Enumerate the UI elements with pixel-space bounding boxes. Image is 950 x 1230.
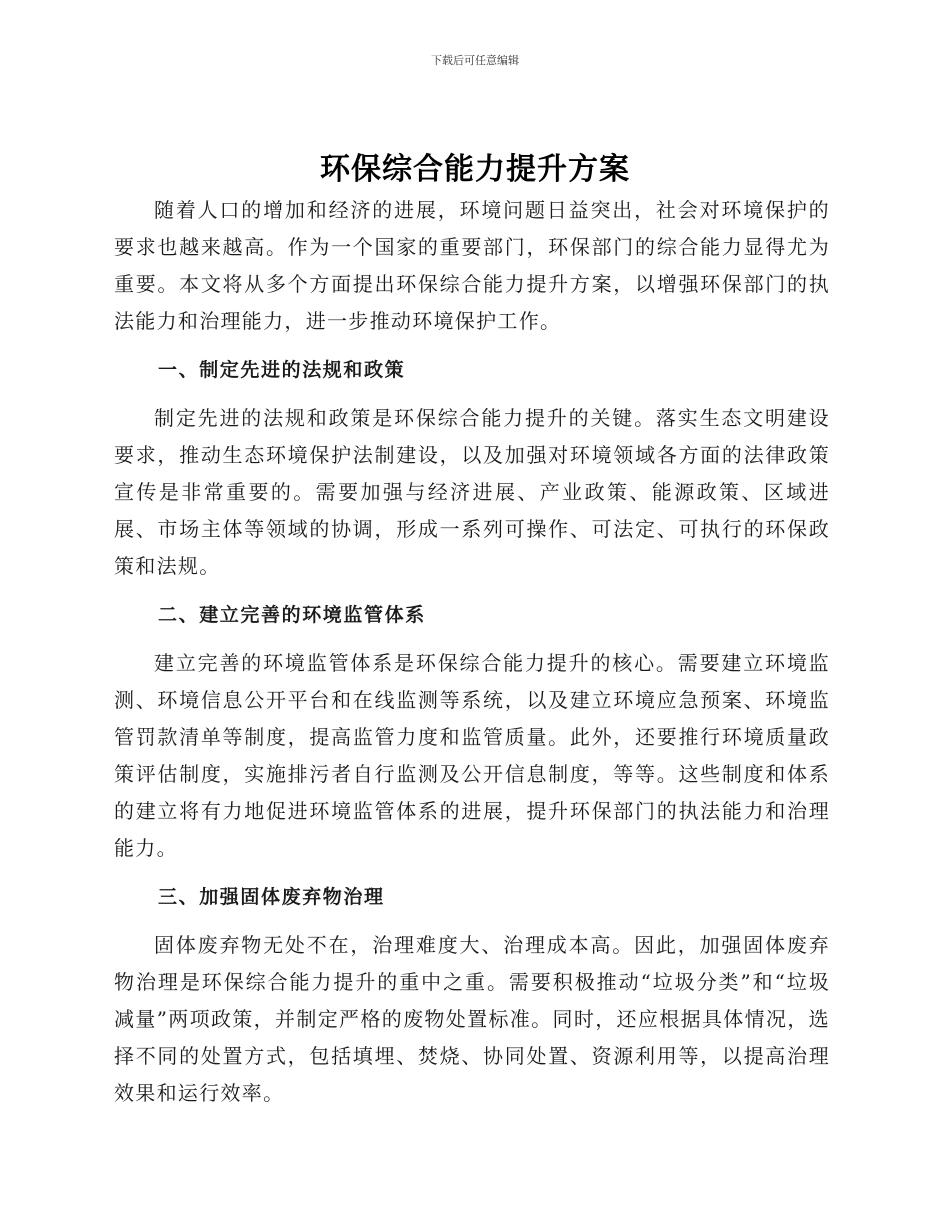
section-heading: 一、制定先进的法规和政策: [158, 359, 406, 381]
section-paragraph: 建立完善的环境监管体系是环保综合能力提升的核心。需要建立环境监测、环境信息公开平台和在线监测等系统，以及建立环境应急预案、环境监管罚款清单等制度，提高监管力度和监管质量。此外，还要推行环境质量政策评估制度，实施排污者自行监测及公开信息制度，等等。这些制度和体系的建立将有力地促进环境监管体系的进展，提升环保部门的执法能力和治理能力。: [114, 651, 830, 860]
section-heading: 三、加强固体废弃物治理: [158, 886, 385, 908]
document-body: [114, 192, 830, 1112]
section-3: [114, 867, 830, 1112]
section-paragraph: 制定先进的法规和政策是环保综合能力提升的关键。落实生态文明建设要求，推动生态环境保护法制建设，以及加强对环境领域各方面的法律政策宣传是非常重要的。需要加强与经济进展、产业政策、能源政策、区域进展、市场主体等领域的协调，形成一系列可操作、可法定、可执行的环保政策和法规。: [114, 406, 830, 578]
section-heading: 二、建立完善的环境监管体系: [158, 604, 426, 626]
section-1: [114, 340, 830, 585]
section-paragraph: 固体废弃物无处不在，治理难度大、治理成本高。因此，加强固体废弃物治理是环保综合能力提升的重中之重。需要积极推动“垃圾分类”和“垃圾减量”两项政策，并制定严格的废物处置标准。同时，还应根据具体情况，选择不同的处置方式，包括填埋、焚烧、协同处置、资源利用等，以提高治理效果和运行效率。: [114, 933, 830, 1105]
intro-paragraph: 随着人口的增加和经济的进展，环境问题日益突出，社会对环境保护的要求也越来越高。作为一个国家的重要部门，环保部门的综合能力显得尤为重要。本文将从多个方面提出环保综合能力提升方案，以增强环保部门的执法能力和治理能力，进一步推动环境保护工作。: [114, 198, 830, 333]
document-title: 环保综合能力提升方案: [320, 152, 630, 187]
section-2: [114, 585, 830, 867]
page-header-note: 下载后可任意编辑: [431, 54, 519, 67]
